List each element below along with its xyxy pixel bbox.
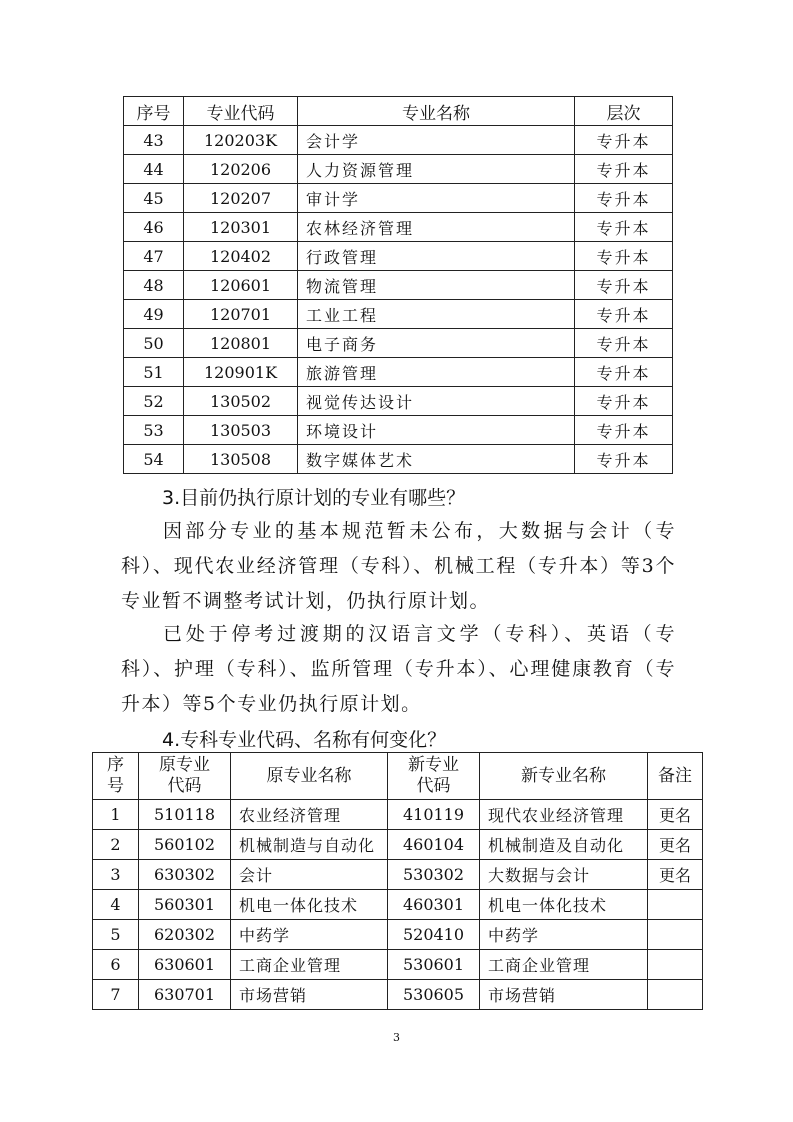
cell-level: 专升本: [575, 271, 673, 300]
cell-code: 120301: [184, 213, 298, 242]
col-header-note: 备注: [648, 753, 703, 800]
cell-name: 环境设计: [298, 416, 575, 445]
cell-note: 更名: [648, 800, 703, 830]
table-row: [124, 155, 673, 184]
cell-level: 专升本: [575, 155, 673, 184]
cell-name: 旅游管理: [298, 358, 575, 387]
cell-code: 120207: [184, 184, 298, 213]
cell-name: 审计学: [298, 184, 575, 213]
cell-old-name: 市场营销: [231, 980, 388, 1010]
table-header-row: [93, 753, 703, 800]
cell-note: [648, 980, 703, 1010]
cell-note: [648, 890, 703, 920]
cell-new-code: 460301: [388, 890, 480, 920]
col-header-new-name: 新专业名称: [480, 753, 648, 800]
table-row: [124, 184, 673, 213]
section3-para1: 因部分专业的基本规范暂未公布，大数据与会计（专科）、现代农业经济管理（专科）、机械工程（专升本）等3个专业暂不调整考试计划，仍执行原计划。: [121, 520, 676, 612]
cell-new-name: 工商企业管理: [480, 950, 648, 980]
cell-old-code: 560102: [139, 830, 231, 860]
table-row: [124, 329, 673, 358]
table-row: [124, 387, 673, 416]
cell-code: 120901K: [184, 358, 298, 387]
cell-code: 120601: [184, 271, 298, 300]
cell-old-name: 会计: [231, 860, 388, 890]
cell-new-code: 530302: [388, 860, 480, 890]
cell-new-name: 现代农业经济管理: [480, 800, 648, 830]
table-row: [93, 890, 703, 920]
col-header-old-name: 原专业名称: [231, 753, 388, 800]
table-row: [124, 445, 673, 474]
cell-level: 专升本: [575, 213, 673, 242]
cell-old-name: 机械制造与自动化: [231, 830, 388, 860]
cell-code: 130503: [184, 416, 298, 445]
cell-old-name: 机电一体化技术: [231, 890, 388, 920]
cell-level: 专升本: [575, 242, 673, 271]
cell-new-code: 410119: [388, 800, 480, 830]
cell-note: 更名: [648, 860, 703, 890]
table-row: [93, 920, 703, 950]
cell-name: 行政管理: [298, 242, 575, 271]
cell-level: 专升本: [575, 445, 673, 474]
cell-level: 专升本: [575, 358, 673, 387]
cell-name: 农林经济管理: [298, 213, 575, 242]
cell-seq: 2: [93, 830, 139, 860]
cell-note: [648, 920, 703, 950]
cell-name: 视觉传达设计: [298, 387, 575, 416]
table-header-row: [124, 97, 673, 126]
cell-seq: 5: [93, 920, 139, 950]
cell-seq: 54: [124, 445, 184, 474]
cell-seq: 48: [124, 271, 184, 300]
cell-seq: 44: [124, 155, 184, 184]
cell-seq: 46: [124, 213, 184, 242]
table-row: [124, 271, 673, 300]
cell-seq: 4: [93, 890, 139, 920]
table-row: [124, 242, 673, 271]
col-header-code: 专业代码: [184, 97, 298, 126]
specialty-change-table: [92, 752, 703, 1010]
cell-name: 电子商务: [298, 329, 575, 358]
cell-seq: 47: [124, 242, 184, 271]
cell-new-code: 530605: [388, 980, 480, 1010]
table-row: [124, 213, 673, 242]
table-row: [124, 358, 673, 387]
cell-new-name: 大数据与会计: [480, 860, 648, 890]
cell-seq: 49: [124, 300, 184, 329]
cell-old-code: 560301: [139, 890, 231, 920]
cell-name: 数字媒体艺术: [298, 445, 575, 474]
cell-old-code: 620302: [139, 920, 231, 950]
cell-new-code: 460104: [388, 830, 480, 860]
cell-code: 120203K: [184, 126, 298, 155]
table-row: [93, 800, 703, 830]
table-row: [124, 416, 673, 445]
cell-seq: 45: [124, 184, 184, 213]
cell-new-name: 中药学: [480, 920, 648, 950]
cell-seq: 51: [124, 358, 184, 387]
section4-heading: 4.专科专业代码、名称有何变化？: [162, 729, 447, 751]
cell-name: 会计学: [298, 126, 575, 155]
col-header-seq: 序号: [124, 97, 184, 126]
cell-note: [648, 950, 703, 980]
cell-note: 更名: [648, 830, 703, 860]
table-row: [124, 300, 673, 329]
cell-code: 120801: [184, 329, 298, 358]
cell-new-code: 520410: [388, 920, 480, 950]
cell-level: 专升本: [575, 387, 673, 416]
cell-seq: 1: [93, 800, 139, 830]
cell-code: 130502: [184, 387, 298, 416]
cell-new-name: 机电一体化技术: [480, 890, 648, 920]
cell-code: 120402: [184, 242, 298, 271]
table-row: [93, 950, 703, 980]
cell-code: 120701: [184, 300, 298, 329]
cell-name: 工业工程: [298, 300, 575, 329]
cell-old-name: 工商企业管理: [231, 950, 388, 980]
col-header-name: 专业名称: [298, 97, 575, 126]
cell-seq: 43: [124, 126, 184, 155]
page-number: 3: [393, 1031, 400, 1044]
cell-code: 130508: [184, 445, 298, 474]
cell-old-code: 630701: [139, 980, 231, 1010]
cell-seq: 7: [93, 980, 139, 1010]
cell-level: 专升本: [575, 184, 673, 213]
table-row: [124, 126, 673, 155]
cell-new-name: 机械制造及自动化: [480, 830, 648, 860]
cell-old-code: 630302: [139, 860, 231, 890]
table-row: [93, 860, 703, 890]
cell-old-name: 农业经济管理: [231, 800, 388, 830]
col-header-old-code: 原专业 代码: [139, 753, 231, 800]
cell-seq: 50: [124, 329, 184, 358]
cell-old-code: 510118: [139, 800, 231, 830]
section3-heading: 3.目前仍执行原计划的专业有哪些？: [162, 487, 466, 509]
section3-para2: 已处于停考过渡期的汉语言文学（专科）、英语（专科）、护理（专科）、监所管理（专升本）、心理健康教育（专升本）等5个专业仍执行原计划。: [121, 623, 676, 715]
cell-level: 专升本: [575, 300, 673, 329]
cell-level: 专升本: [575, 126, 673, 155]
col-header-new-code: 新专业 代码: [388, 753, 480, 800]
cell-seq: 3: [93, 860, 139, 890]
cell-name: 人力资源管理: [298, 155, 575, 184]
table-row: [93, 830, 703, 860]
major-table-upgrade: [123, 96, 673, 474]
table-row: [93, 980, 703, 1010]
cell-seq: 52: [124, 387, 184, 416]
cell-seq: 53: [124, 416, 184, 445]
cell-old-code: 630601: [139, 950, 231, 980]
cell-new-code: 530601: [388, 950, 480, 980]
cell-name: 物流管理: [298, 271, 575, 300]
col-header-seq: 序 号: [93, 753, 139, 800]
cell-seq: 6: [93, 950, 139, 980]
cell-old-name: 中药学: [231, 920, 388, 950]
cell-level: 专升本: [575, 329, 673, 358]
cell-new-name: 市场营销: [480, 980, 648, 1010]
col-header-level: 层次: [575, 97, 673, 126]
cell-code: 120206: [184, 155, 298, 184]
cell-level: 专升本: [575, 416, 673, 445]
